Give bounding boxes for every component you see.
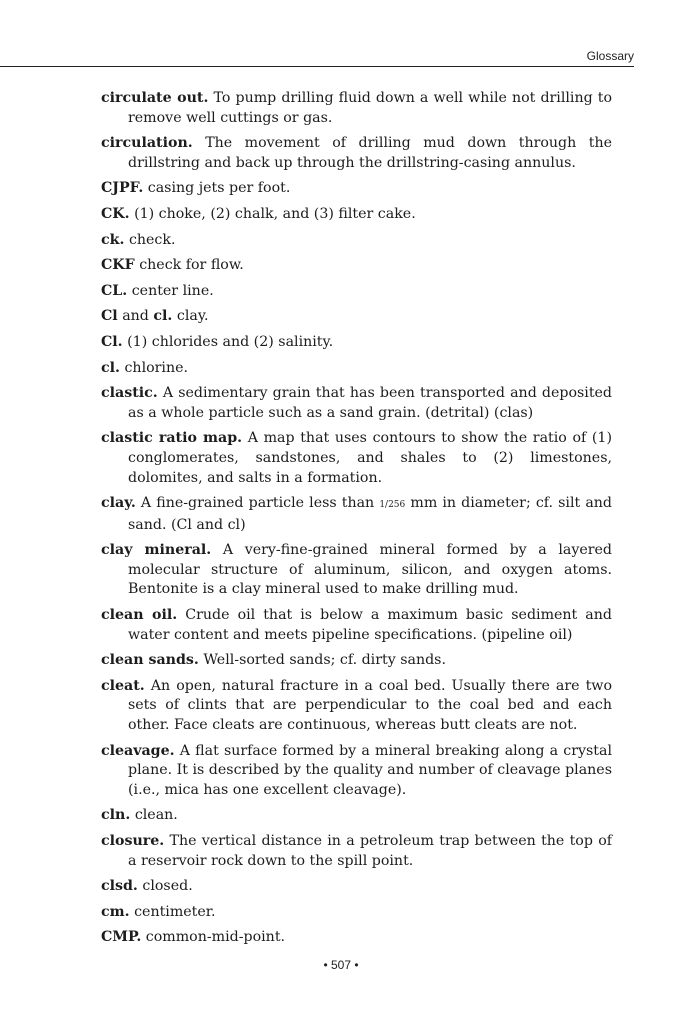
entry-definition: check for flow. (139, 257, 244, 274)
entry-term: clean sands. (101, 652, 199, 669)
entry-term: circulate out. (101, 90, 209, 106)
glossary-entry (101, 307, 612, 327)
entry-definition: The movement of drilling mud down through the drillstring and back up through the drillstring-casing annulus. (128, 135, 612, 171)
glossary-entry (101, 231, 612, 251)
entry-definition: clay. (176, 308, 209, 325)
entry-term: cleat. (101, 677, 145, 694)
glossary-entry (101, 89, 612, 128)
glossary-entry (101, 494, 612, 535)
entry-definition: A sedimentary grain that has been transported and deposited as a whole particle such as a sand grain. (detrital) (clas) (128, 385, 613, 421)
entry-term: cln. (101, 807, 131, 824)
glossary-entries (101, 89, 612, 954)
glossary-entry (101, 928, 612, 948)
entry-definition: A map that uses contours to show the ratio of (1) conglomerates, sandstones, and shales to (2) limestones, dolomites, and salts in a formation. (128, 430, 612, 486)
entry-term: CKF (101, 257, 135, 274)
page-number: • 507 • (323, 958, 359, 972)
entry-definition-cont: mm in diameter; cf. silt and sand. (Cl and cl) (128, 495, 612, 533)
entry-term: circulation. (101, 135, 193, 152)
glossary-entry (101, 256, 612, 276)
entry-term: clastic. (101, 385, 158, 402)
entry-term: clastic ratio map. (101, 430, 243, 447)
glossary-entry (101, 282, 612, 302)
entry-definition: chlorine. (124, 359, 189, 376)
glossary-entry (101, 384, 612, 423)
glossary-entry (101, 205, 612, 225)
glossary-entry (101, 677, 612, 736)
entry-definition: centimeter. (134, 903, 216, 920)
entry-definition: To pump drilling fluid down a well while not drilling to remove well cuttings or gas. (128, 90, 612, 126)
entry-definition: clean. (134, 807, 178, 824)
entry-term: Cl (101, 308, 118, 325)
header-rule (0, 66, 634, 67)
entry-term: CK. (101, 205, 130, 222)
entry-definition: common-mid-point. (145, 929, 286, 946)
entry-term: cl. (101, 359, 120, 376)
glossary-entry (101, 134, 612, 173)
glossary-entry (101, 541, 612, 600)
entry-term: cm. (101, 903, 130, 920)
entry-definition: Crude oil that is below a maximum basic sediment and water content and meets pipeline specifications. (pipeline oil) (128, 607, 612, 643)
glossary-entry (101, 429, 612, 488)
entry-term: ck. (101, 231, 125, 248)
entry-term: closure. (101, 833, 165, 849)
glossary-entry (101, 606, 612, 645)
entry-term: clay mineral. (101, 542, 212, 559)
entry-definition: The vertical distance in a petroleum trap between the top of a reservoir rock down to the spill point. (128, 833, 612, 869)
entry-definition: closed. (142, 878, 193, 895)
fraction: 1/256 (379, 500, 406, 511)
entry-definition: A very-fine-grained mineral formed by a layered molecular structure of aluminum, silicon, and oxygen atoms. Bentonite is a clay mineral used to make drilling mud. (128, 542, 612, 598)
entry-definition: An open, natural fracture in a coal bed. Usually there are two sets of clints that are perpendicular to the coal bed and each other. Face cleats are continuous, whereas butt cleats are not. (128, 677, 612, 734)
entry-definition: Well-sorted sands; cf. dirty sands. (203, 652, 446, 669)
entry-term: clay. (101, 495, 136, 512)
entry-conjunction: and (122, 308, 149, 325)
entry-definition: A flat surface formed by a mineral breaking along a crystal plane. It is described by the quality and number of cleavage planes (i.e., mica has one excellent cleavage). (128, 742, 613, 798)
entry-term: clsd. (101, 878, 138, 895)
glossary-entry (101, 742, 612, 801)
entry-definition: (1) chlorides and (2) salinity. (127, 333, 334, 350)
glossary-entry (101, 832, 612, 871)
entry-term: CL. (101, 282, 128, 299)
entry-term: cleavage. (101, 742, 175, 759)
glossary-entry (101, 333, 612, 353)
glossary-entry (101, 651, 612, 671)
running-header: Glossary (586, 49, 634, 63)
entry-definition: A fine-grained particle less than (140, 495, 375, 512)
entry-term: Cl. (101, 333, 123, 350)
glossary-entry (101, 903, 612, 923)
entry-term: CJPF. (101, 180, 144, 197)
entry-term: CMP. (101, 929, 142, 946)
entry-definition: center line. (131, 282, 214, 299)
entry-definition: check. (128, 231, 176, 248)
glossary-entry (101, 877, 612, 897)
glossary-entry (101, 806, 612, 826)
entry-definition: (1) choke, (2) chalk, and (3) filter cake. (134, 205, 416, 222)
entry-definition: casing jets per foot. (147, 180, 291, 197)
glossary-entry (101, 179, 612, 199)
entry-term: clean oil. (101, 607, 178, 624)
glossary-entry (101, 359, 612, 379)
entry-term-alt: cl. (153, 308, 173, 325)
